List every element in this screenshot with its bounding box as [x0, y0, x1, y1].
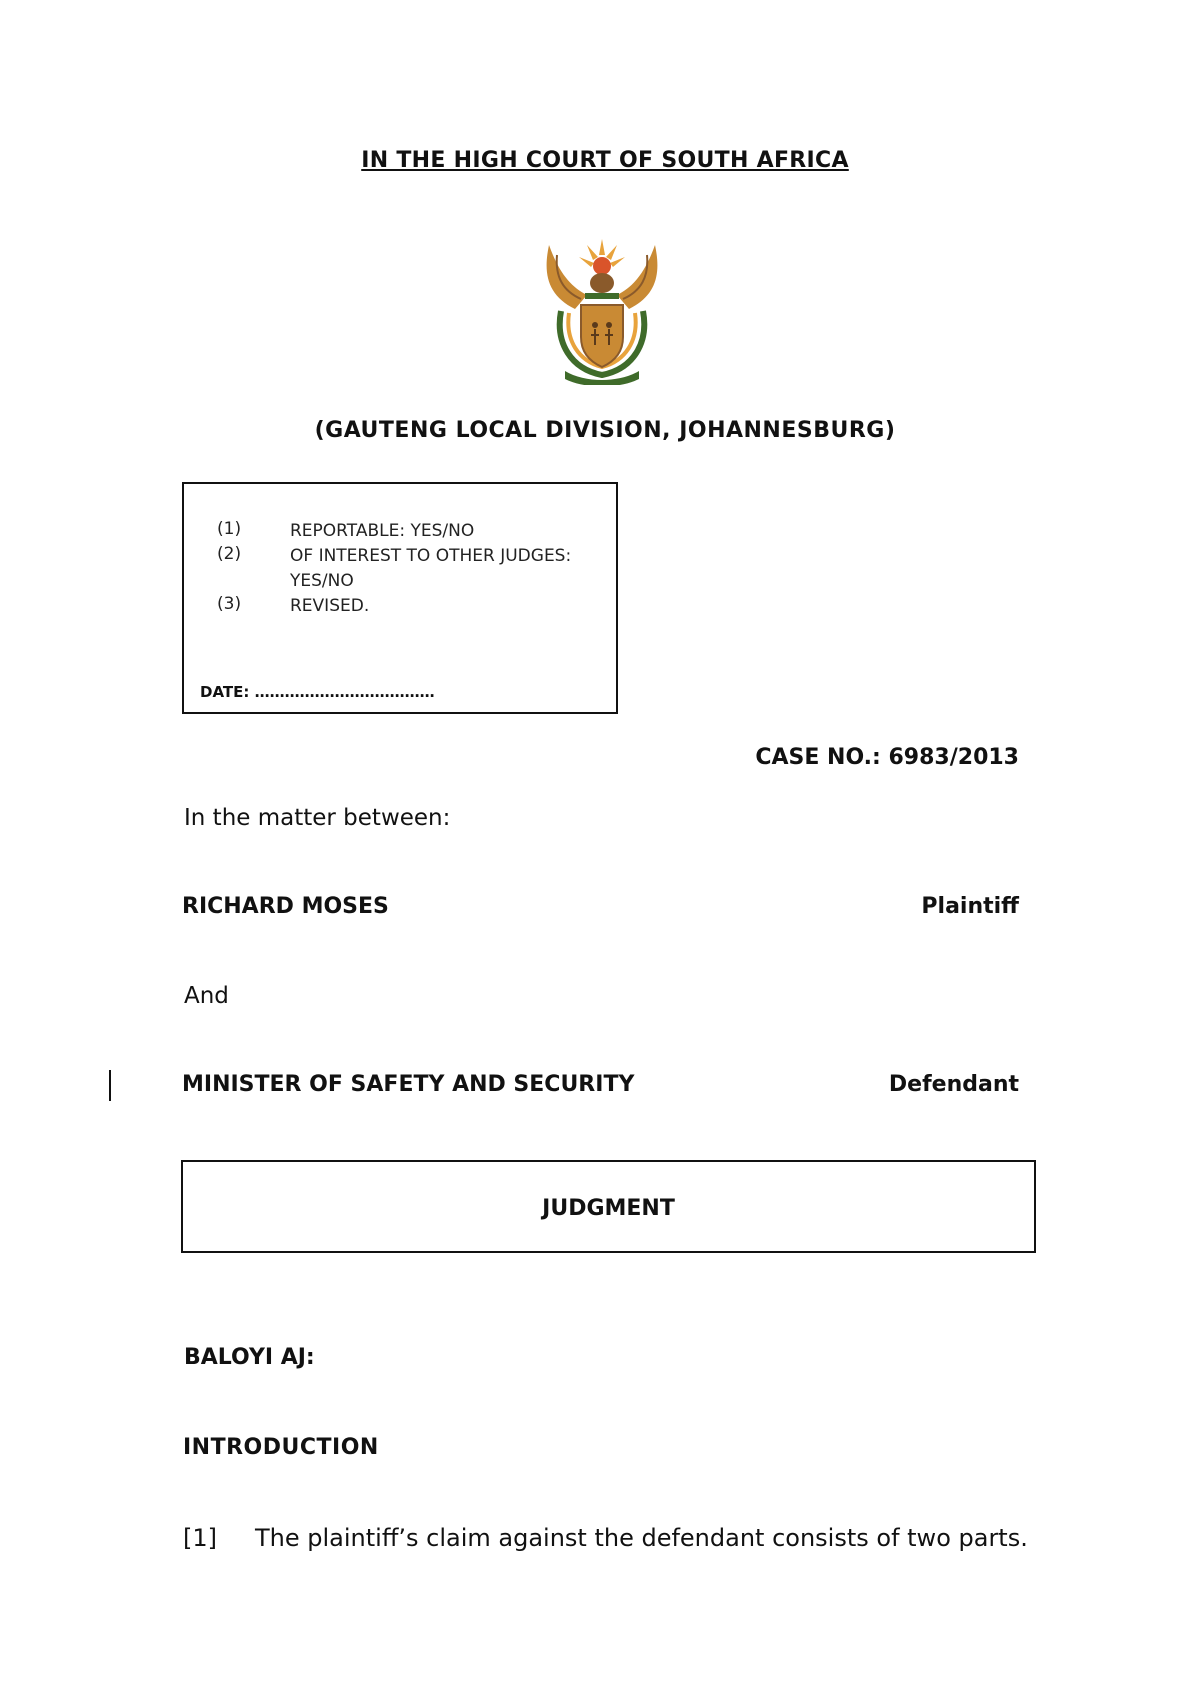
judgment-title: JUDGMENT — [542, 1196, 675, 1221]
matter-intro: In the matter between: — [184, 805, 451, 831]
case-number: CASE NO.: 6983/2013 — [755, 745, 1019, 770]
report-date-label: DATE: — [200, 683, 250, 701]
defendant-role: Defendant — [888, 1072, 1019, 1097]
plaintiff-role: Plaintiff — [921, 894, 1019, 919]
plaintiff-name: RICHARD MOSES — [182, 894, 389, 919]
judge-name: BALOYI AJ: — [184, 1345, 315, 1370]
report-item-number: (2) — [217, 544, 242, 564]
defendant-name: MINISTER OF SAFETY AND SECURITY — [182, 1072, 635, 1097]
court-title: IN THE HIGH COURT OF SOUTH AFRICA — [361, 148, 849, 173]
section-heading: INTRODUCTION — [183, 1435, 379, 1460]
court-division: (GAUTENG LOCAL DIVISION, JOHANNESBURG) — [314, 418, 896, 443]
report-date — [200, 683, 435, 701]
and-separator: And — [184, 983, 229, 1009]
report-item-number: (3) — [217, 594, 242, 614]
report-item-number: (1) — [217, 519, 242, 539]
report-item-text: REPORTABLE: YES/NO — [290, 521, 475, 541]
report-date-value: ……………………………… — [254, 683, 435, 701]
report-item-text: OF INTEREST TO OTHER JUDGES: YES/NO — [290, 546, 572, 591]
report-item-text: REVISED. — [290, 596, 370, 616]
south-africa-coat-of-arms-icon — [541, 233, 663, 385]
paragraph-number: [1] — [183, 1524, 217, 1552]
paragraph-text: The plaintiff’s claim against the defendant consists of two parts. — [255, 1524, 1028, 1552]
revision-margin-bar — [109, 1070, 111, 1101]
